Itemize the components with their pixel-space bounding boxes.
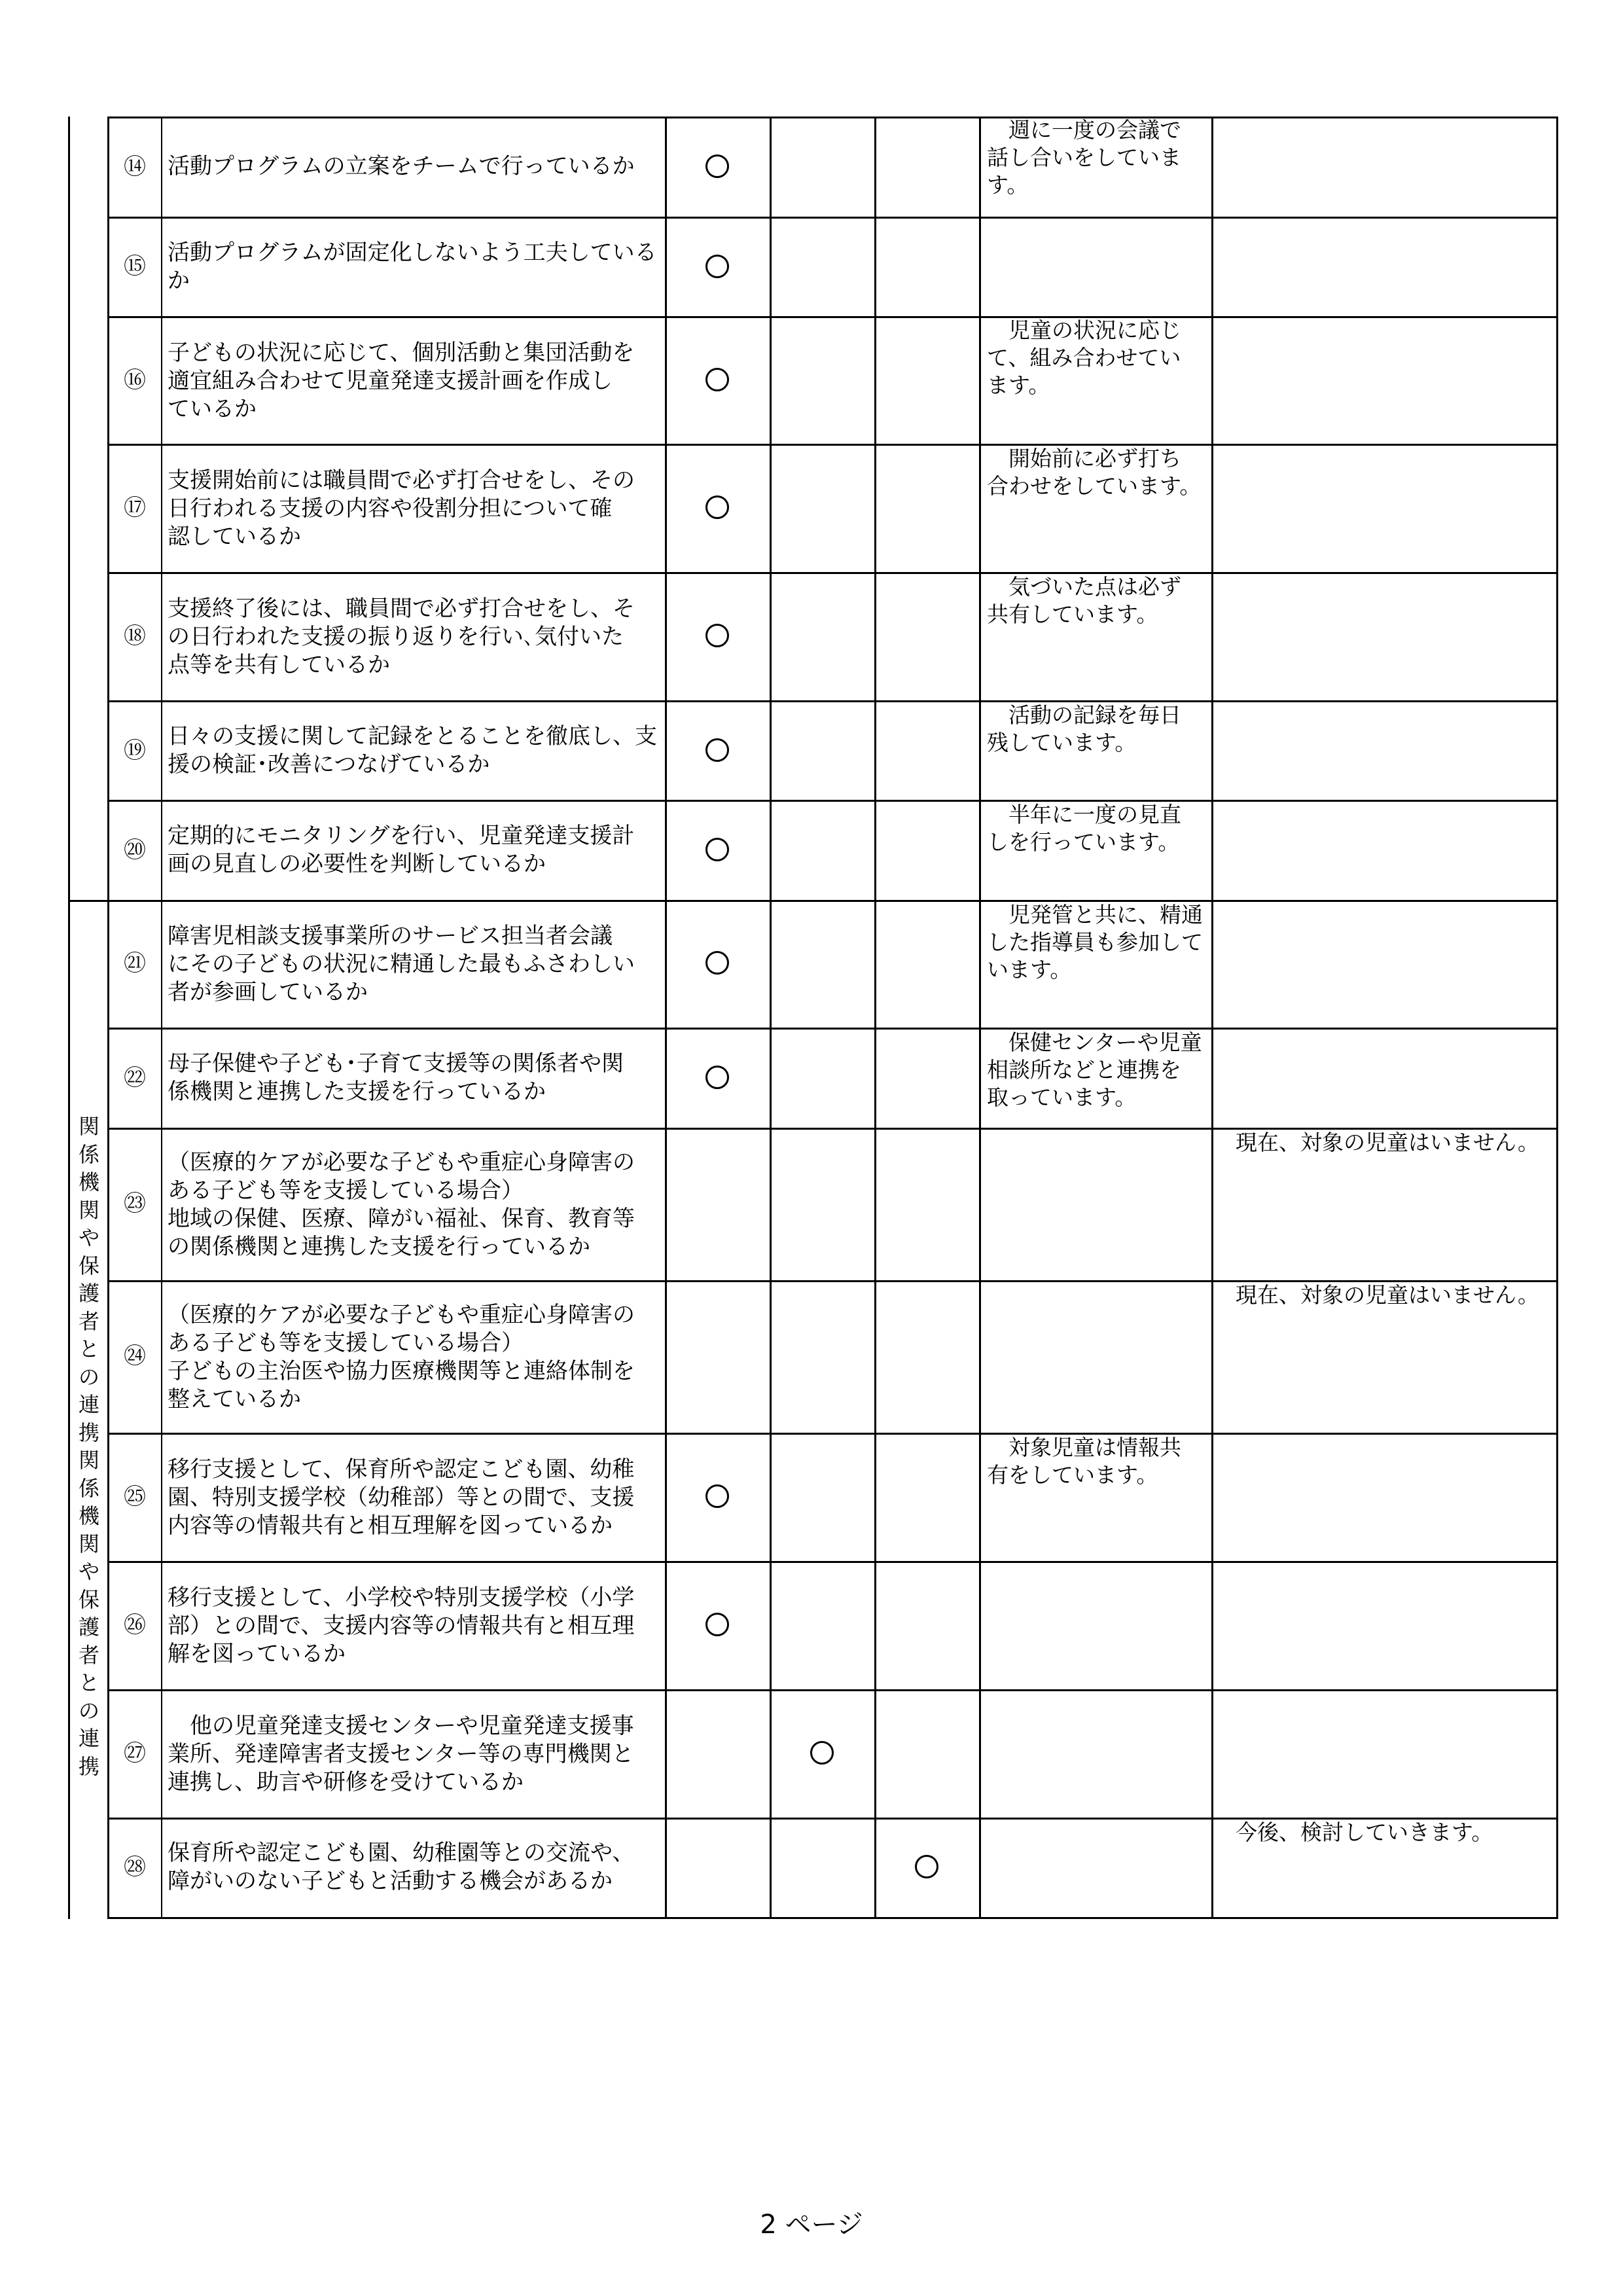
remark-text: 現在、対象の児童はいません。 [1236, 1130, 1539, 1155]
question-text: 保育所や認定こども園、幼稚園等との交流や、 障がいのない子どもと活動する機会があるか [168, 1840, 635, 1894]
question-text: 他の児童発達支援センターや児童発達支援事 業所、発達障害者支援センター等の専門機関と 連携し、助言や研修を受けているか [168, 1713, 634, 1795]
row-number: ⑯ [124, 367, 146, 393]
circle-mark-yes [705, 1484, 729, 1508]
circle-mark-yes [705, 255, 729, 278]
circle-mark-yes [705, 838, 729, 861]
circle-mark-yes [705, 368, 729, 391]
circle-mark-no [915, 1855, 938, 1878]
circle-mark-yes [705, 624, 729, 647]
row-border [107, 1689, 1558, 1691]
row-number: ⑰ [124, 495, 146, 521]
question-text: 定期的にモニタリングを行い、児童発達支援計 画の見直しの必要性を判断しているか [168, 823, 635, 877]
row-border [107, 800, 1558, 802]
outer-right-border [1556, 117, 1558, 1919]
question-text: （医療的ケアが必要な子どもや重症心身障害の ある子ども等を支援している場合） 地域の保健、医療、障がい福祉、保育、教育等 の関係機関と連携した支援を行っているか [168, 1149, 635, 1260]
column-border [874, 117, 876, 1919]
comment-text: 児童の状況に応じ て、組み合わせてい ます。 [987, 317, 1181, 398]
question-text: 活動プログラムの立案をチームで行っているか [168, 153, 635, 179]
row-number: ⑳ [124, 837, 146, 863]
row-number: ㉔ [124, 1343, 146, 1369]
section-label: 関係機関や保護者との連携関係機関や保護者との連携 [78, 1114, 99, 1779]
page-number: 2 ページ [760, 2210, 863, 2240]
row-border [107, 444, 1558, 446]
comment-text: 活動の記録を毎日 残しています。 [987, 702, 1181, 755]
comment-text: 保健センターや児童 相談所などと連携を 取っています。 [987, 1030, 1202, 1110]
row-border [107, 117, 1558, 118]
question-text: 移行支援として、保育所や認定こども園、幼稚 園、特別支援学校（幼稚部）等との間で、支援 内容等の情報共有と相互理解を図っているか [168, 1456, 635, 1539]
row-number: ㉗ [124, 1740, 146, 1767]
row-number: ㉘ [124, 1854, 146, 1880]
row-number: ⑱ [124, 623, 146, 649]
row-border [107, 1561, 1558, 1563]
circle-mark-yes [705, 1066, 729, 1089]
row-border [107, 316, 1558, 318]
question-text: 障害児相談支援事業所のサービス担当者会議 にその子どもの状況に精通した最もふさわしい 者が参画しているか [168, 923, 635, 1005]
row-border [107, 700, 1558, 702]
remark-text: 今後、検討していきます。 [1236, 1820, 1493, 1845]
circle-mark-yes [705, 154, 729, 178]
question-text: 母子保健や子ども･子育て支援等の関係者や関 係機関と連携した支援を行っているか [168, 1050, 624, 1105]
circle-mark-partial [810, 1741, 834, 1765]
row-number: ⑮ [124, 253, 146, 279]
circle-mark-yes [705, 1613, 729, 1636]
comment-text: 開始前に必ず打ち 合わせをしています。 [987, 446, 1202, 499]
remark-text: 現在、対象の児童はいません。 [1236, 1282, 1539, 1308]
row-border [107, 1433, 1558, 1435]
row-border [107, 572, 1558, 574]
column-border [161, 117, 162, 1919]
row-border [107, 1028, 1558, 1030]
row-number: ㉖ [124, 1612, 146, 1638]
row-border [107, 217, 1558, 219]
column-border [665, 117, 667, 1919]
question-text: 子どもの状況に応じて、個別活動と集団活動を 適宜組み合わせて児童発達支援計画を作成し ているか [168, 340, 635, 422]
comment-text: 週に一度の会議で 話し合いをしていま す。 [987, 117, 1181, 198]
question-text: 日々の支援に関して記録をとることを徹底し、支 援の検証･改善につなげているか [168, 723, 657, 778]
outer-left-border [68, 117, 70, 1919]
row-number: ㉑ [124, 950, 146, 977]
row-number: ㉒ [124, 1065, 146, 1091]
question-text: 移行支援として、小学校や特別支援学校（小学 部）との間で、支援内容等の情報共有と相互理 解を図っているか [168, 1585, 635, 1667]
circle-mark-yes [705, 738, 729, 762]
comment-text: 半年に一度の見直 しを行っています。 [987, 802, 1181, 855]
circle-mark-yes [705, 495, 729, 519]
column-border [979, 117, 981, 1919]
column-border [770, 117, 772, 1919]
question-text: （医療的ケアが必要な子どもや重症心身障害の ある子ども等を支援している場合） 子どもの主治医や協力医療機関等と連絡体制を 整えているか [168, 1302, 635, 1412]
table-bottom-border [107, 1917, 1558, 1919]
comment-text: 児発管と共に、精通 した指導員も参加して います。 [987, 902, 1203, 982]
row-number: ⑲ [124, 738, 146, 764]
comment-text: 対象児童は情報共 有をしています。 [987, 1435, 1181, 1488]
circle-mark-yes [705, 951, 729, 975]
row-number: ㉓ [124, 1191, 146, 1217]
row-number: ⑭ [124, 154, 146, 180]
section-border [68, 900, 1558, 902]
question-text: 支援開始前には職員間で必ず打合せをし、その 日行われる支援の内容や役割分担について確 認しているか [168, 467, 635, 550]
question-text: 支援終了後には、職員間で必ず打合せをし、そ の日行われた支援の振り返りを行い､気付いた 点等を共有しているか [168, 596, 635, 678]
comment-text: 気づいた点は必ず 共有しています。 [987, 574, 1181, 627]
row-number: ㉕ [124, 1484, 146, 1510]
question-text: 活動プログラムが固定化しないよう工夫している か [168, 240, 657, 294]
